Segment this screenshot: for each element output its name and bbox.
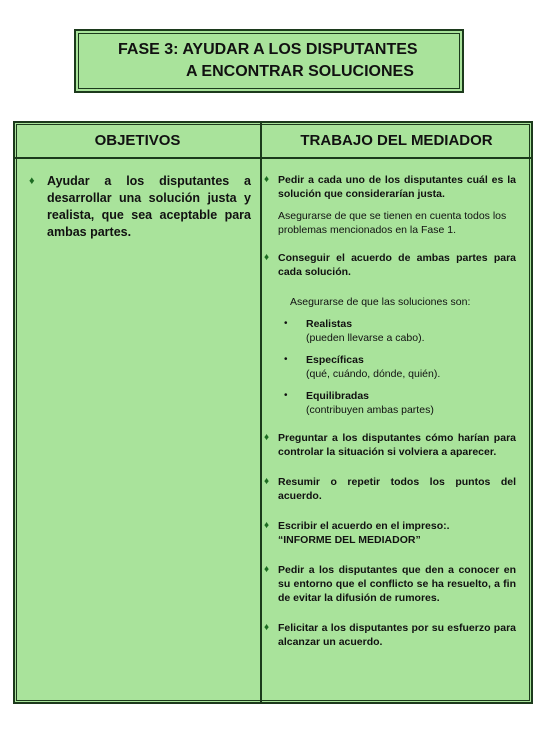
task-text: Pedir a los disputantes que den a conocer en su entorno que el conflicto se ha resuelto, a fin de evitar la difusión de rumores. [278, 564, 516, 604]
header-divider [15, 157, 531, 159]
mediator-tasks [264, 173, 516, 649]
task-item [264, 621, 516, 649]
criteria-title: Equilibradas [306, 390, 370, 402]
criteria-desc: (contribuyen ambas partes) [306, 404, 434, 416]
title-line-1: FASE 3: AYUDAR A LOS DISPUTANTES [118, 41, 418, 58]
task-text: Conseguir el acuerdo de ambas partes para cada solución. [278, 252, 516, 278]
task-text: Felicitar a los disputantes por su esfuerzo para alcanzar un acuerdo. [278, 622, 516, 648]
task-item [264, 173, 516, 201]
criteria-title: Específicas [306, 354, 364, 366]
diamond-bullet-icon: ♦ [264, 520, 270, 531]
task-text: Preguntar a los disputantes cómo harían para controlar la situación si volviera a aparecer. [278, 432, 516, 458]
task-item [264, 475, 516, 503]
column-divider [260, 123, 262, 702]
bullet-dot-icon: • [284, 390, 288, 401]
task-text: Resumir o repetir todos los puntos del acuerdo. [278, 476, 516, 502]
criteria-desc: (pueden llevarse a cabo). [306, 332, 425, 344]
task-note: Asegurarse de que se tienen en cuenta todos los problemas mencionados en la Fase 1. [278, 210, 507, 236]
bullet-dot-icon: • [284, 318, 288, 329]
diamond-bullet-icon: ♦ [264, 252, 270, 263]
diamond-bullet-icon: ♦ [29, 175, 35, 187]
task-note: Asegurarse de que las soluciones son: [290, 296, 471, 308]
objective-text: Ayudar a los disputantes a desarrollar una solución justa y realista, que sea aceptable para ambas partes. [47, 174, 251, 239]
list-item [284, 353, 516, 381]
bullet-dot-icon: • [284, 354, 288, 365]
criteria-desc: (qué, cuándo, dónde, quién). [306, 368, 441, 380]
report-name: “INFORME DEL MEDIADOR” [278, 534, 421, 546]
diamond-bullet-icon: ♦ [264, 174, 270, 185]
task-item [264, 251, 516, 279]
task-item [264, 519, 516, 547]
title-line-2: A ENCONTRAR SOLUCIONES [186, 63, 414, 80]
task-text-line: Escribir el acuerdo en el impreso:. [278, 520, 450, 532]
header-objectives: OBJETIVOS [94, 131, 181, 149]
solution-criteria-list [264, 317, 516, 417]
task-text [278, 519, 450, 547]
criteria-title: Realistas [306, 318, 353, 330]
diamond-bullet-icon: ♦ [264, 622, 270, 633]
diamond-bullet-icon: ♦ [264, 564, 270, 575]
task-item [264, 431, 516, 459]
task-text: Pedir a cada uno de los disputantes cuál es la solución que considerarían justa. [278, 174, 516, 200]
list-item [284, 317, 516, 345]
diamond-bullet-icon: ♦ [264, 476, 270, 487]
header-mediator-work: TRABAJO DEL MEDIADOR [300, 131, 493, 149]
mediation-table [13, 121, 533, 704]
objective-item [29, 173, 251, 241]
title-box [74, 29, 464, 93]
diamond-bullet-icon: ♦ [264, 432, 270, 443]
task-item [264, 563, 516, 605]
list-item [284, 389, 516, 417]
